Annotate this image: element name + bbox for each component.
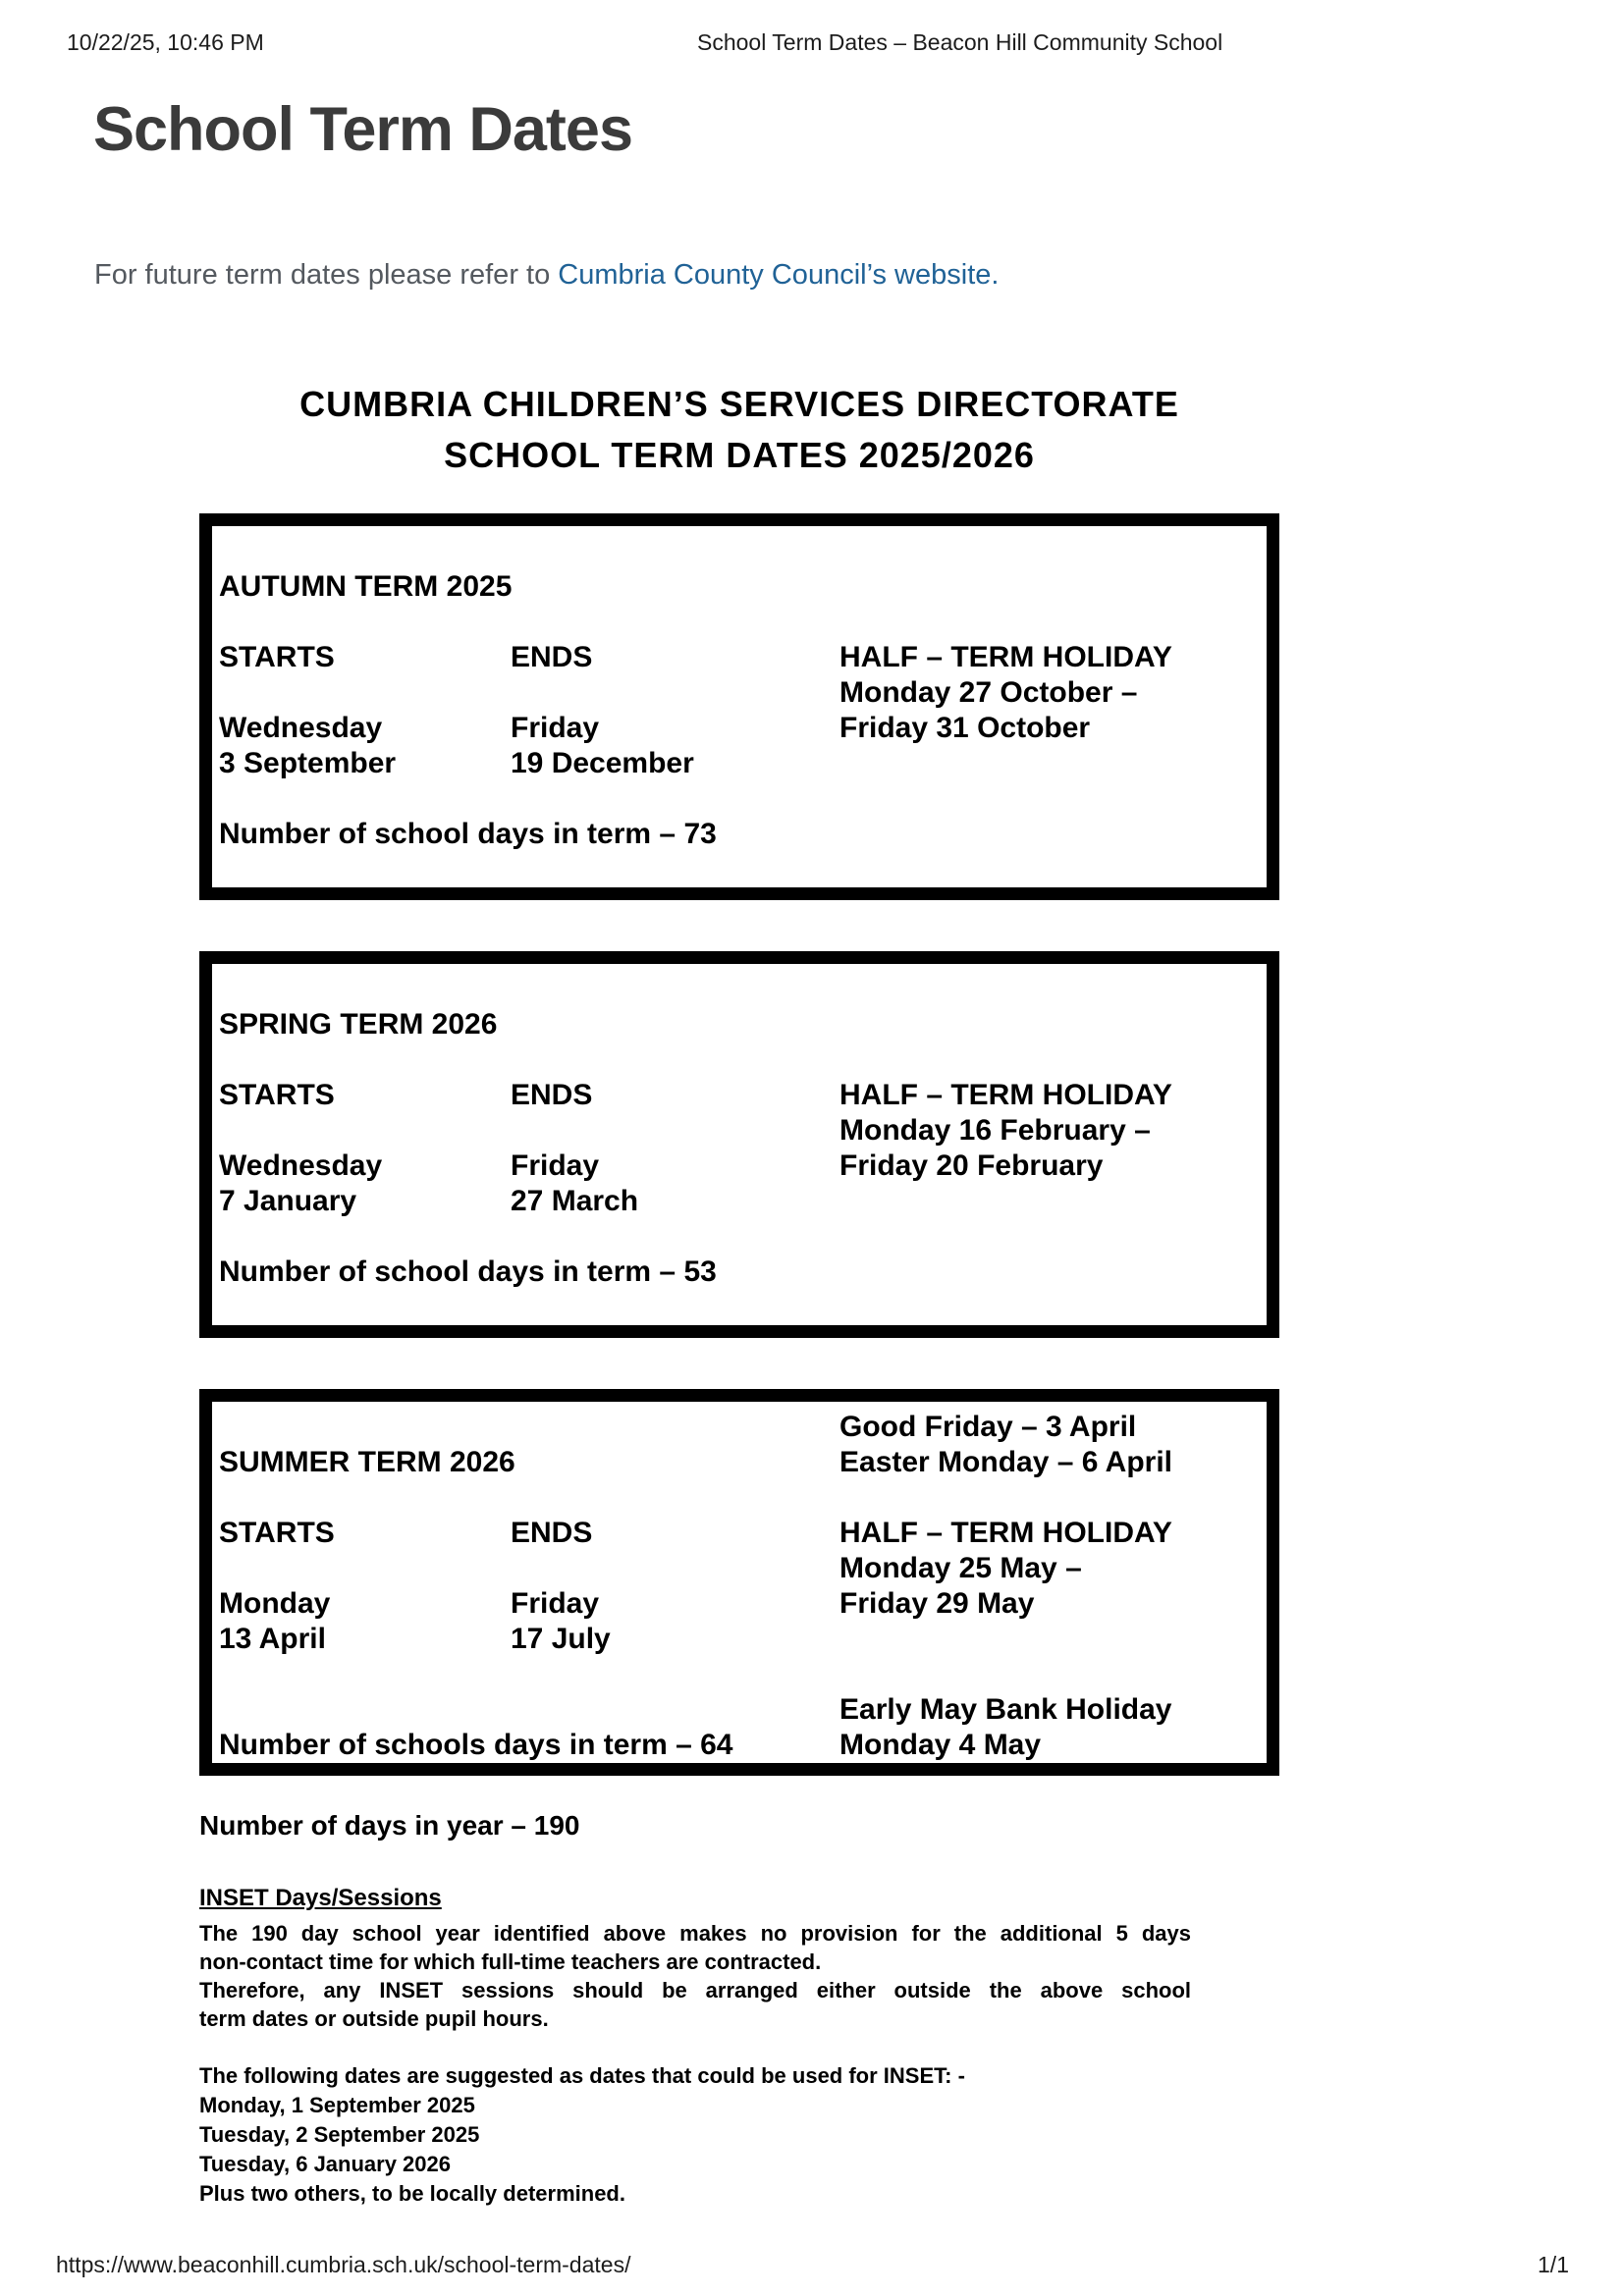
ends-day: Friday [511, 1149, 600, 1182]
starts-day: Wednesday [219, 712, 383, 744]
early-may-bank-holiday-line: Early May Bank Holiday [839, 1693, 1172, 1726]
ends-day: Friday [511, 1587, 600, 1620]
ends-date: 17 July [511, 1623, 611, 1655]
autumn-term-box [199, 513, 1279, 900]
inset-section [199, 1884, 1191, 2209]
suggested-date: Tuesday, 6 January 2026 [199, 2152, 451, 2176]
suggested-date: Tuesday, 2 September 2025 [199, 2122, 480, 2147]
print-footer-page-number: 1/1 [1538, 2252, 1569, 2277]
inset-heading: INSET Days/Sessions [199, 1885, 442, 1911]
document-heading-line1: CUMBRIA CHILDREN’S SERVICES DIRECTORATE [299, 384, 1179, 424]
easter-monday-line: Easter Monday – 6 April [839, 1446, 1172, 1478]
holiday-date-line: Friday 29 May [839, 1587, 1035, 1620]
starts-day: Wednesday [219, 1149, 383, 1182]
holiday-date-line: Monday 25 May – [839, 1552, 1082, 1584]
print-header-datetime: 10/22/25, 10:46 PM [67, 29, 264, 55]
suggested-note: Plus two others, to be locally determined. [199, 2181, 625, 2206]
early-may-bank-holiday-date: Monday 4 May [839, 1729, 1042, 1761]
half-term-holiday-label: HALF – TERM HOLIDAY [839, 1079, 1172, 1111]
good-friday-line: Good Friday – 3 April [839, 1411, 1137, 1443]
half-term-holiday-label: HALF – TERM HOLIDAY [839, 1517, 1172, 1549]
term-dates-document-image [199, 379, 1279, 2209]
council-website-link[interactable]: Cumbria County Council’s website. [558, 259, 1000, 291]
page-title: School Term Dates [93, 95, 632, 164]
ends-date: 27 March [511, 1185, 639, 1217]
suggested-date: Monday, 1 September 2025 [199, 2093, 475, 2117]
ends-date: 19 December [511, 747, 694, 779]
holiday-date-line: Friday 20 February [839, 1149, 1104, 1182]
inset-para1-line1: The 190 day school year identified above makes no provision for the additional 5 days [199, 1921, 1191, 1946]
ends-day: Friday [511, 712, 600, 744]
suggested-intro-line: The following dates are suggested as dates that could be used for INSET: - [199, 2063, 965, 2088]
starts-date: 7 January [219, 1185, 357, 1217]
intro-text: For future term dates please refer to [94, 259, 559, 291]
ends-label: ENDS [511, 641, 593, 673]
days-in-year-total: Number of days in year – 190 [199, 1810, 580, 1841]
term-title: SUMMER TERM 2026 [219, 1446, 515, 1478]
intro-paragraph [94, 255, 999, 294]
inset-para1-line2: non-contact time for which full-time teachers are contracted. [199, 1949, 822, 1974]
days-in-term: Number of school days in term – 53 [219, 1255, 717, 1288]
print-footer-url: https://www.beaconhill.cumbria.sch.uk/school-term-dates/ [56, 2252, 631, 2277]
summer-term-box [199, 1389, 1279, 1776]
document-heading [199, 379, 1279, 481]
starts-label: STARTS [219, 1517, 335, 1549]
ends-label: ENDS [511, 1079, 593, 1111]
inset-para2-line2: term dates or outside pupil hours. [199, 2006, 549, 2031]
holiday-date-line: Monday 16 February – [839, 1114, 1151, 1147]
holiday-date-line: Friday 31 October [839, 712, 1091, 744]
starts-label: STARTS [219, 1079, 335, 1111]
print-header-doc-title: School Term Dates – Beacon Hill Community School [697, 29, 1223, 55]
spring-term-box [199, 951, 1279, 1338]
days-in-term: Number of schools days in term – 64 [219, 1729, 733, 1761]
starts-day: Monday [219, 1587, 331, 1620]
starts-date: 13 April [219, 1623, 326, 1655]
term-title: SPRING TERM 2026 [219, 1008, 498, 1041]
inset-para2-line1: Therefore, any INSET sessions should be arranged either outside the above school [199, 1978, 1191, 2002]
inset-suggested-dates [199, 2061, 1191, 2209]
days-in-term: Number of school days in term – 73 [219, 818, 717, 850]
document-heading-line2: SCHOOL TERM DATES 2025/2026 [444, 435, 1035, 475]
starts-label: STARTS [219, 641, 335, 673]
holiday-date-line: Monday 27 October – [839, 676, 1138, 709]
half-term-holiday-label: HALF – TERM HOLIDAY [839, 641, 1172, 673]
ends-label: ENDS [511, 1517, 593, 1549]
term-title: AUTUMN TERM 2025 [219, 570, 513, 603]
starts-date: 3 September [219, 747, 397, 779]
